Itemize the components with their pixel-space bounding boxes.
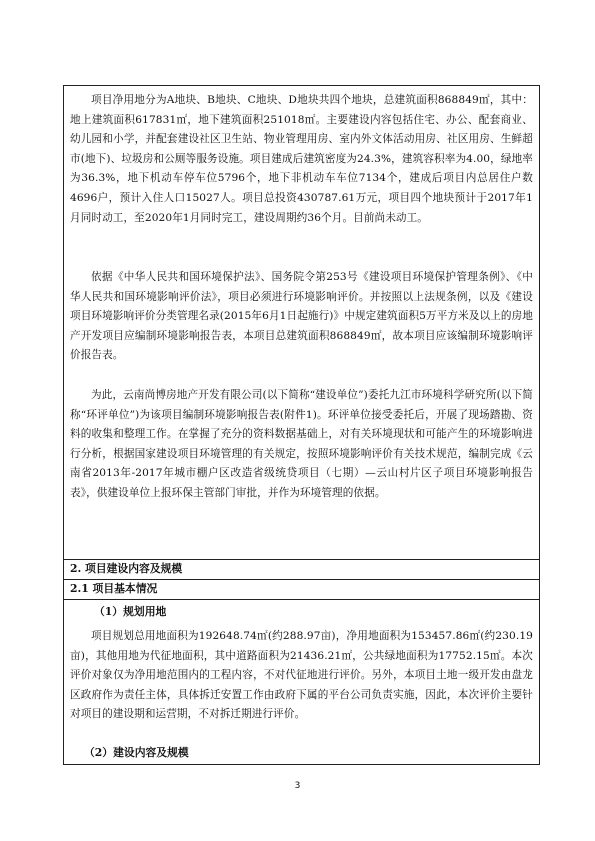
section-heading: 2. 项目建设内容及规模: [70, 562, 183, 575]
paragraph-project-overview: 项目净用地分为A地块、B地块、C地块、D地块共四个地块，总建筑面积868849㎡，其中：地上建筑面积617831㎡，地下建筑面积251018㎡。主要建设内容包括住宅、办公、配套商业、幼儿园和小学，并配套建设社区卫生站、物业管理用房、室内外文体活动用房、社区用房、生鲜超市(地下)、垃圾房和公厕等服务设施。项目建成后建筑密度为24.3%，建筑容积率为4.00，绿地率为36.3%，地下机动车停车位5796个，地下非机动车车位7134个，建成后项目内总居住户数4696户，预计入住人口15027人。项目总投资430787.61万元，项目四个地块预计于2017年1月同时动工，至2020年1月同时完工，建设周期约36个月。目前尚未动工。: [70, 94, 533, 224]
content-frame: [63, 85, 540, 765]
sub-heading-land-use: （1）规划用地: [94, 605, 167, 618]
page-number: 3: [294, 781, 301, 791]
paragraph-legal-basis: 依据《中华人民共和国环境保护法》、国务院令第253号《建设项目环境保护管理条例》、《中华人民共和国环境影响评价法》，项目必须进行环境影响评价。并按照以上法规条例，以及《建设项目环境影响评价分类管理名录(2015年6月1日起施行)》中规定建筑面积5万平方米及以上的房地产开发项目应编制环境影响报告表，本项目总建筑面积868849㎡，故本项目应该编制环境影响评价报告表。: [70, 271, 533, 362]
paragraph-commission: 为此，云南尚博房地产开发有限公司(以下简称“建设单位”)委托九江市环境科学研究所(以下简称“环评单位”)为该项目编制环境影响报告表(附件1)。环评单位接受委托后，开展了现场踏勘、资料的收集和整理工作。在掌握了充分的资料数据基础上，对有关环境现状和可能产生的环境影响进行分析，根据国家建设项目环境管理的有关规定，按照环境影响评价有关技术规范，编制完成《云南省2013年-2017年城市棚户区改造省级统贷项目（七期）—云山村片区子项目环境影响报告表》，供建设单位上报环保主管部门审批，并作为环境管理的依据。: [70, 389, 533, 499]
table-row-divider: [64, 599, 539, 600]
paragraph-land-use: 项目规划总用地面积为192648.74㎡(约288.97亩)，净用地面积为153457.86㎡(约230.19亩)，其他用地为代征地面积，其中道路面积为21436.21㎡，公共绿地面积为17752.15㎡。本次评价对象仅为净用地范围内的工程内容，不对代征地进行评价。另外，本项目土地一级开发由盘龙区政府作为责任主体，具体拆迁安置工作由政府下属的平台公司负责实施，因此，本次评价主要针对项目的建设期和运营期，不对拆迁期进行评价。: [70, 630, 533, 721]
subsection-heading: 2.1 项目基本情况: [70, 582, 158, 595]
sub-heading-construction: （2）建设内容及规模: [84, 746, 189, 759]
